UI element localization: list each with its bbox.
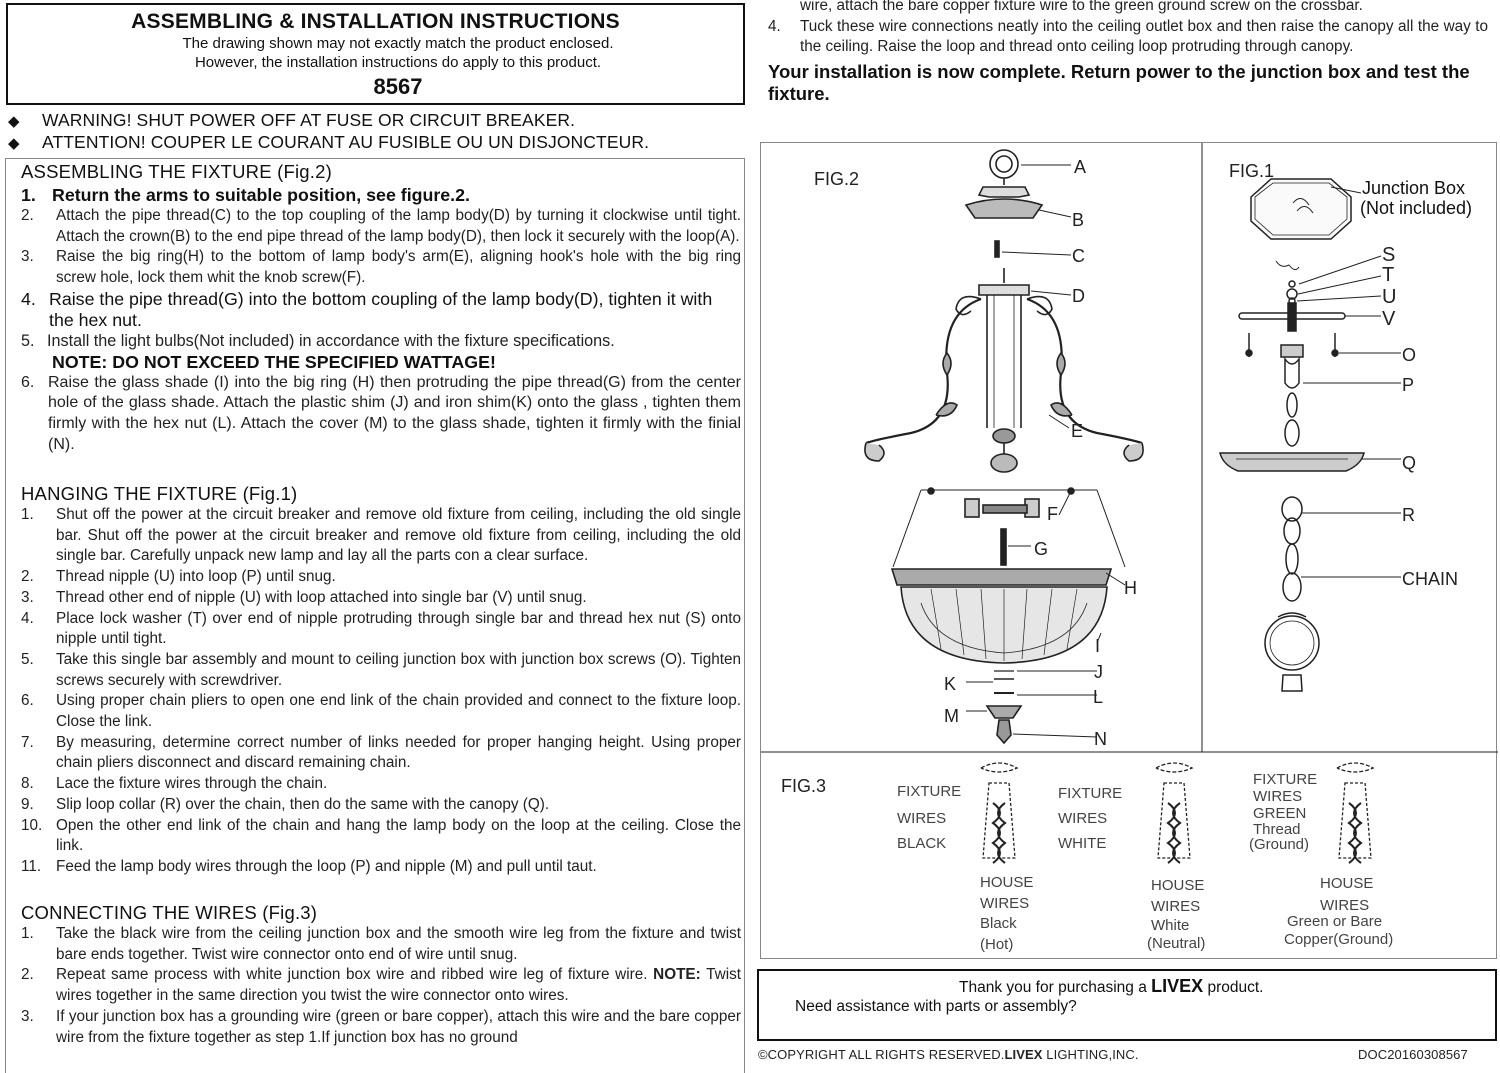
part-label: R bbox=[1402, 505, 1415, 525]
wire-label: (Neutral) bbox=[1147, 935, 1206, 952]
hanging-step: 2. Thread nipple (U) into loop (P) until snug. bbox=[21, 568, 336, 586]
figures-drawing bbox=[761, 143, 1498, 960]
loop-a bbox=[990, 150, 1018, 178]
fig1-part-labels bbox=[1382, 244, 1458, 589]
hanging-step: 9. Slip loop collar (R) over the chain, then do the same with the canopy (Q). bbox=[21, 795, 550, 813]
assembly-step: 2. Attach the pipe thread(C) to the top coupling of the lamp body(D) by turning it clockwise until tight. Attach the crown(B) to the end pipe thread of the lamp body(D), then lock it securely with the loop(A). bbox=[21, 207, 741, 245]
wiring-step-3-continued: wire, attach the bare copper fixture wire to the green ground screw on the crossbar. bbox=[800, 0, 1363, 14]
wire-label: HOUSE bbox=[1320, 875, 1374, 892]
wiring-section bbox=[21, 902, 741, 1048]
wiring-step: 1. Take the black wire from the ceiling junction box and the smooth wire leg from the fixture and twist bare ends together. Twist wire connector onto end of wire until snug. bbox=[21, 925, 741, 963]
junction-box-label: Junction Box bbox=[1362, 178, 1466, 198]
lamp-body-d bbox=[979, 285, 1029, 295]
diamond-bullet-icon: ◆ bbox=[8, 113, 20, 130]
assembly-step: 1. Return the arms to suitable position, see figure.2. bbox=[21, 185, 470, 205]
finial-n bbox=[997, 720, 1011, 743]
not-included-label: (Not included) bbox=[1360, 198, 1473, 218]
wiring-step: 4. Tuck these wire connections neatly into the ceiling outlet box and then raise the canopy all the way to the ceiling. Raise the loop and thread onto ceiling loop protruding through canopy. bbox=[768, 17, 1488, 56]
figures-panel bbox=[760, 142, 1497, 959]
part-label: J bbox=[1094, 662, 1103, 682]
part-label: S bbox=[1382, 244, 1396, 266]
hanging-title: HANGING THE FIXTURE (Fig.1) bbox=[21, 483, 298, 504]
thank-you-box bbox=[757, 969, 1497, 1041]
instructions-note: However, the installation instructions do apply to this product. bbox=[194, 54, 602, 71]
cover-m bbox=[987, 706, 1021, 718]
instructions-panel bbox=[5, 158, 745, 1073]
wiring-step: 2. Repeat same process with white junction box wire and ribbed wire leg of fixture wire. NOTE: Twist wires together in the same direction you twist the wire connector onto wires. bbox=[21, 966, 741, 1005]
part-label: A bbox=[1074, 157, 1087, 177]
wire-label: WIRES bbox=[1151, 898, 1201, 915]
part-label: G bbox=[1034, 539, 1049, 559]
wire-label: GREEN bbox=[1253, 805, 1307, 822]
wiring-title: CONNECTING THE WIRES (Fig.3) bbox=[21, 902, 318, 923]
part-label: L bbox=[1093, 687, 1104, 707]
completion-note: Your installation is now complete. Return power to the junction box and test the fixture. bbox=[768, 61, 1470, 105]
assembly-step: 5. Install the light bulbs(Not included) in accordance with the fixture specifications. bbox=[21, 331, 615, 350]
hanging-step: 3. Thread other end of nipple (U) with loop attached into single bar (V) until snug. bbox=[21, 588, 587, 606]
diamond-bullet-icon: ◆ bbox=[8, 135, 20, 152]
wire-label: HOUSE bbox=[1151, 877, 1205, 894]
arm-e bbox=[866, 299, 981, 443]
crown-b bbox=[966, 199, 1042, 218]
brand-name: LIVEX bbox=[1151, 976, 1204, 996]
hanging-step: 8. Lace the fixture wires through the chain. bbox=[21, 775, 328, 793]
hanging-step: 1. Shut off the power at the circuit breaker and remove old fixture from ceiling, including the old single bar. Shut off the power at the circuit breaker and remove old fixture from ceiling, including the old single bar. Carefully unpack new lamp and lay all the parts con a clear surface. bbox=[21, 506, 741, 565]
assembly-step: 6. Raise the glass shade (I) into the big ring (H) then protruding the pipe thread(G) from the center hole of the glass shade. Attach the plastic shim (J) and iron shim(K) onto the glass , tighten them firmly with the hex nut (L). Attach the cover (M) to the glass shade, tighten it firmly with the finial (N). bbox=[21, 373, 741, 453]
wire-label: WIRES bbox=[897, 810, 947, 827]
wire-label: (Hot) bbox=[980, 936, 1014, 953]
wire-label: FIXTURE bbox=[1058, 785, 1123, 802]
part-label: C bbox=[1072, 246, 1085, 266]
wire-label: FIXTURE bbox=[897, 783, 962, 800]
part-label: B bbox=[1072, 210, 1085, 230]
warning-en: ◆ WARNING! SHUT POWER OFF AT FUSE OR CIRCUIT BREAKER. bbox=[8, 110, 576, 130]
note-label: NOTE: bbox=[653, 966, 701, 984]
hanging-step: 6. Using proper chain pliers to open one end link of the chain provided and connect to the fixture loop. Close the link. bbox=[21, 692, 741, 731]
hanging-step: 10. Open the other end link of the chain and hang the lamp body on the loop at the ceiling. Close the link. bbox=[21, 816, 741, 855]
part-label: V bbox=[1382, 308, 1396, 330]
thank-you-line: Thank you for purchasing a LIVEX product. bbox=[959, 976, 1264, 996]
part-label: N bbox=[1094, 729, 1107, 749]
wiring-continued bbox=[768, 2, 1488, 105]
wire-label: Black bbox=[980, 915, 1017, 932]
fig2-label: FIG.2 bbox=[814, 169, 860, 189]
assembling-title: ASSEMBLING THE FIXTURE (Fig.2) bbox=[21, 161, 332, 182]
big-ring-h bbox=[892, 569, 1111, 585]
assistance-line: Need assistance with parts or assembly? bbox=[795, 998, 1077, 1015]
part-label: E bbox=[1071, 421, 1084, 441]
wire-label: Copper(Ground) bbox=[1284, 931, 1394, 948]
wire-label: FIXTURE bbox=[1253, 771, 1318, 788]
pipe-thread-c bbox=[995, 241, 999, 257]
hanging-step: 11. Feed the lamp body wires through the loop (P) and nipple (M) and pull until taut. bbox=[21, 857, 597, 875]
canopy-q bbox=[1220, 453, 1364, 471]
hanging-step: 7. By measuring, determine correct number of links needed for proper hanging height. Using proper chain pliers disconnect and discard remaining chain. bbox=[21, 733, 741, 772]
wire-label: Thread bbox=[1253, 821, 1301, 838]
wire-label: WIRES bbox=[1253, 788, 1303, 805]
wire-label: Green or Bare bbox=[1287, 913, 1383, 930]
warning-fr: ◆ ATTENTION! COUPER LE COURANT AU FUSIBLE OU UN DISJONCTEUR. bbox=[8, 132, 650, 152]
hanging-step: 4. Place lock washer (T) over end of nipple protruding through single bar and thread hex nut (S) onto nipple until tight. bbox=[21, 609, 741, 648]
wire-label: HOUSE bbox=[980, 874, 1034, 891]
title-box bbox=[6, 3, 745, 105]
part-label: D bbox=[1072, 286, 1085, 306]
wire-label: White bbox=[1151, 917, 1190, 934]
part-label: Q bbox=[1402, 453, 1417, 473]
assembling-section bbox=[21, 161, 741, 456]
part-label: U bbox=[1382, 286, 1397, 308]
part-label: M bbox=[944, 706, 959, 726]
chain bbox=[1286, 544, 1298, 574]
wire-label: WIRES bbox=[980, 895, 1030, 912]
part-label: I bbox=[1095, 636, 1101, 656]
wire-label: WIRES bbox=[1058, 810, 1108, 827]
hanging-drawing bbox=[1220, 179, 1364, 691]
copyright: ©COPYRIGHT ALL RIGHTS RESERVED.LIVEX LIGHTING,INC. bbox=[758, 1047, 1139, 1062]
drawing-note: The drawing shown may not exactly match the product enclosed. bbox=[182, 35, 614, 52]
wire-label: BLACK bbox=[897, 835, 947, 852]
document-number: DOC20160308567 bbox=[1358, 1047, 1468, 1062]
fixture-drawing bbox=[865, 150, 1143, 743]
pipe-thread-g bbox=[1001, 529, 1006, 565]
page-title: ASSEMBLING & INSTALLATION INSTRUCTIONS bbox=[131, 10, 620, 33]
part-label: T bbox=[1382, 264, 1395, 286]
assembly-step: 3. Raise the big ring(H) to the bottom of lamp body's arm(E), aligning hook's hole with the big ring screw hole, lock them whit the knob screw(F). bbox=[21, 248, 741, 287]
part-label: H bbox=[1124, 578, 1137, 598]
fig3-labels bbox=[897, 771, 1393, 953]
wiring-step: 3. If your junction box has a grounding wire (green or bare copper), attach this wire and the bare copper wire from the fixture together as step 1.If junction box has no ground bbox=[21, 1007, 741, 1046]
wire-label: (Ground) bbox=[1249, 836, 1310, 853]
part-label: O bbox=[1402, 345, 1417, 365]
hanging-step: 5. Take this single bar assembly and mount to ceiling junction box with junction box screws (O). Tighten screws securely with screwdriver. bbox=[21, 650, 741, 689]
loop-p bbox=[1281, 345, 1303, 357]
part-label: P bbox=[1402, 375, 1415, 395]
hanging-section bbox=[21, 483, 741, 878]
wire-label: WIRES bbox=[1320, 897, 1370, 914]
fig1-label: FIG.1 bbox=[1229, 161, 1275, 181]
part-label: F bbox=[1047, 504, 1058, 524]
part-label: K bbox=[944, 674, 957, 694]
wattage-note: NOTE: DO NOT EXCEED THE SPECIFIED WATTAGE! bbox=[52, 351, 496, 372]
chain-label: CHAIN bbox=[1402, 569, 1459, 589]
assembly-step: 4. Raise the pipe thread(G) into the bottom coupling of the lamp body(D), tighten it with the hex nut. bbox=[21, 288, 713, 330]
fig3-label: FIG.3 bbox=[781, 776, 827, 796]
wire-label: WHITE bbox=[1058, 835, 1107, 852]
nipple-u bbox=[1288, 303, 1296, 331]
model-number: 8567 bbox=[373, 74, 423, 99]
